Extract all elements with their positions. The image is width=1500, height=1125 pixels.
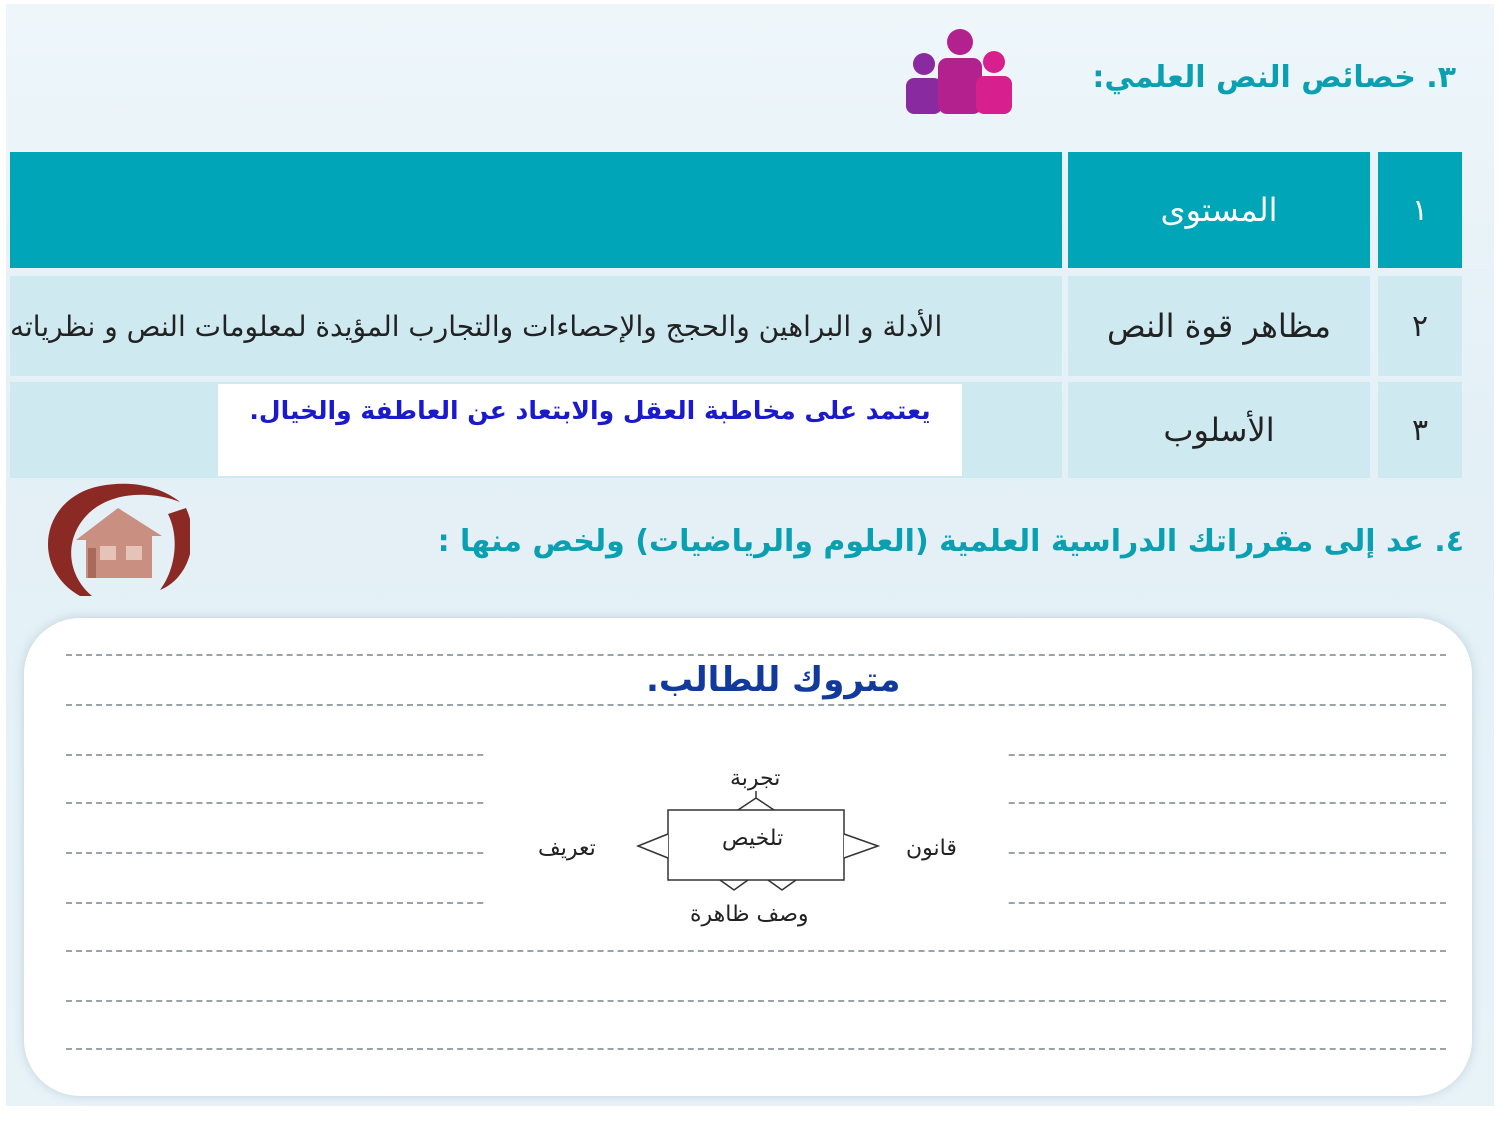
dashed-line: [66, 1048, 1446, 1050]
dashed-line: [66, 1000, 1446, 1002]
diagram-bottom-label: وصف ظاهرة: [690, 902, 809, 927]
answer-left-to-student: متروك للطالب.: [640, 660, 906, 700]
diagram-center-label: تلخيص: [722, 826, 784, 851]
section-4-heading: ٤. عد إلى مقرراتك الدراسية العلمية (العلوم والرياضيات) ولخص منها :: [437, 524, 1464, 559]
diagram-left-label: تعريف: [538, 836, 596, 861]
row-2-number: ٢: [1378, 276, 1462, 376]
row-2-label: مظاهر قوة النص: [1068, 276, 1370, 376]
summary-diagram: [486, 748, 1006, 938]
row-3-number: ٣: [1378, 382, 1462, 478]
people-group-icon: [894, 28, 1024, 118]
row-2-content: الأدلة و البراهين والحجج والإحصاءات والتجارب المؤيدة لمعلومات النص و نظرياته: [10, 276, 1062, 376]
row-1-label: المستوى: [1068, 152, 1370, 268]
diagram-top-label: تجربة: [730, 766, 781, 791]
section-3-heading: ٣. خصائص النص العلمي:: [1092, 60, 1456, 95]
house-icon: [40, 478, 190, 604]
worksheet-page: [6, 4, 1494, 1106]
row-1-content: [10, 152, 1062, 268]
diagram-right-label: قانون: [906, 836, 957, 861]
dashed-line: [66, 704, 1446, 706]
dashed-line: [66, 654, 1446, 656]
row-3-label: الأسلوب: [1068, 382, 1370, 478]
row-3-answer-text: يعتمد على مخاطبة العقل والابتعاد عن العاطفة والخيال.: [218, 384, 962, 476]
dashed-line: [66, 950, 1446, 952]
row-1-number: ١: [1378, 152, 1462, 268]
